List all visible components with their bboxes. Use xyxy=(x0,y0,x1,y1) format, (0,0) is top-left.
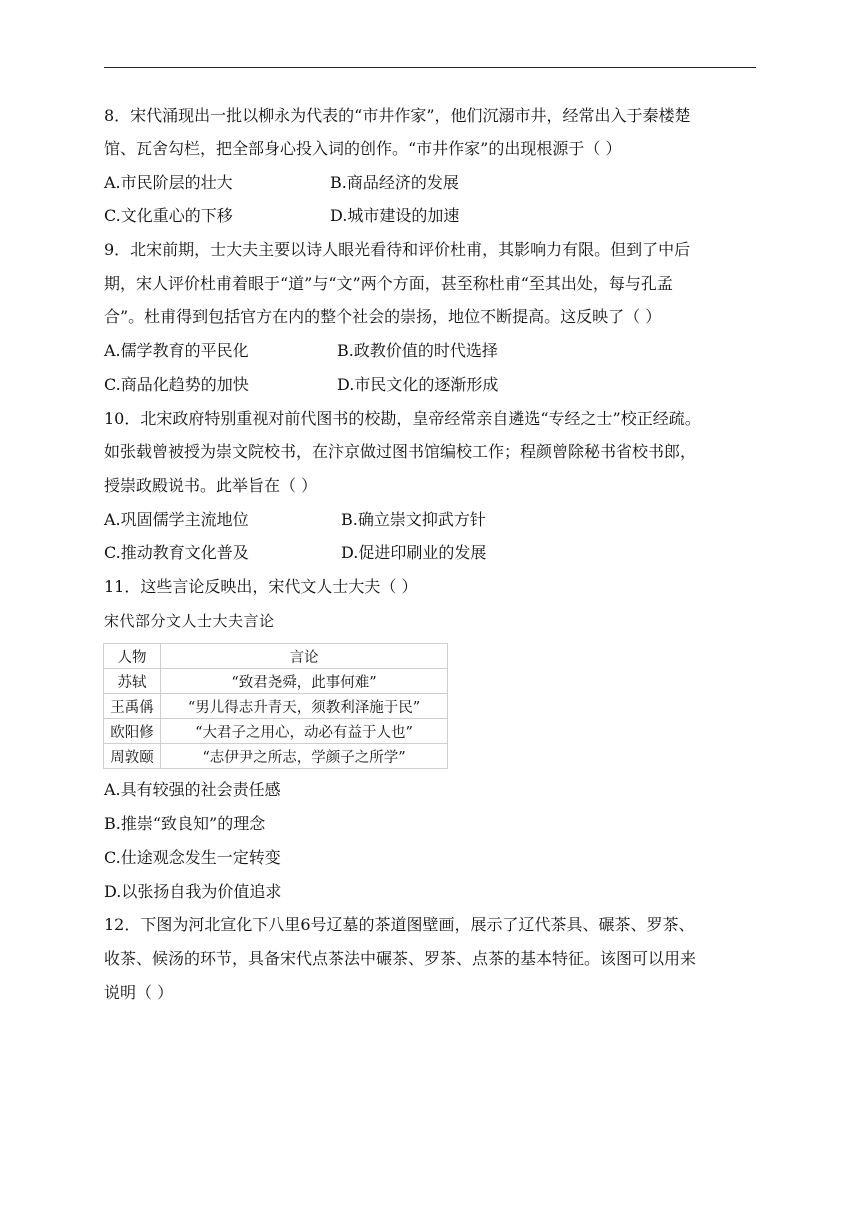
q9-option-c[interactable]: C.商品化趋势的加快 xyxy=(104,375,249,394)
q11-option-a[interactable]: A.具有较强的社会责任感 xyxy=(104,780,281,799)
q8-option-d[interactable]: D.城市建设的加速 xyxy=(330,206,460,225)
table-header-quote: 言论 xyxy=(161,644,448,669)
header-rule xyxy=(104,67,756,68)
q10-option-a[interactable]: A.巩固儒学主流地位 xyxy=(104,510,249,529)
q8-option-c[interactable]: C.文化重心的下移 xyxy=(104,206,233,225)
table-row xyxy=(104,744,448,769)
q9-stem-line-1: 9．北宋前期，士大夫主要以诗人眼光看待和评价杜甫，其影响力有限。但到了中后 xyxy=(104,240,691,259)
quotes-table xyxy=(103,643,448,769)
q9-option-a[interactable]: A.儒学教育的平民化 xyxy=(104,341,249,360)
q10-stem-line-3: 授崇政殿说书。此举旨在（ ） xyxy=(104,476,318,495)
table-cell-person: 周敦颐 xyxy=(104,744,161,769)
q8-option-a[interactable]: A.市民阶层的壮大 xyxy=(104,173,233,192)
q9-stem-line-2: 期，宋人评价杜甫着眼于“道”与“文”两个方面，甚至称杜甫“至其出处，每与孔孟 xyxy=(104,274,673,293)
q10-option-b[interactable]: B.确立崇文抑武方针 xyxy=(341,510,486,529)
q8-stem-line-1: 8．宋代涌现出一批以柳永为代表的“市井作家”，他们沉溺市井，经常出入于秦楼楚 xyxy=(104,106,691,125)
table-cell-person: 欧阳修 xyxy=(104,719,161,744)
q12-stem-line-1: 12．下图为河北宣化下八里6号辽墓的茶道图壁画，展示了辽代茶具、碾茶、罗茶、 xyxy=(104,915,695,934)
q10-stem-line-1: 10．北宋政府特别重视对前代图书的校勘，皇帝经常亲自遴选“专经之士”校正经疏。 xyxy=(104,409,701,428)
table-cell-person: 王禹偁 xyxy=(104,694,161,719)
q10-stem-line-2: 如张载曾被授为崇文院校书，在汴京做过图书馆编校工作；程颜曾除秘书省校书郎， xyxy=(104,442,697,461)
table-cell-quote: “致君尧舜，此事何难” xyxy=(161,669,448,694)
q8-option-b[interactable]: B.商品经济的发展 xyxy=(330,173,459,192)
table-header-person: 人物 xyxy=(104,644,161,669)
q11-option-b[interactable]: B.推崇“致良知”的理念 xyxy=(104,814,266,833)
q12-stem-line-3: 说明（ ） xyxy=(104,983,174,1002)
q8-stem-line-2: 馆、瓦舍勾栏，把全部身心投入词的创作。“市井作家”的出现根源于（ ） xyxy=(104,139,622,158)
table-row xyxy=(104,719,448,744)
table-cell-quote: “男儿得志升青天，须教利泽施于民” xyxy=(161,694,448,719)
q11-option-c[interactable]: C.仕途观念发生一定转变 xyxy=(104,848,281,867)
q10-option-c[interactable]: C.推动教育文化普及 xyxy=(104,543,249,562)
table-cell-person: 苏轼 xyxy=(104,669,161,694)
q11-stem: 11．这些言论反映出，宋代文人士大夫（ ） xyxy=(104,577,418,596)
q9-option-b[interactable]: B.政教价值的时代选择 xyxy=(337,341,498,360)
table-caption: 宋代部分文人士大夫言论 xyxy=(104,612,275,630)
q9-option-d[interactable]: D.市民文化的逐渐形成 xyxy=(337,375,499,394)
table-header-row xyxy=(104,644,448,669)
table-cell-quote: “大君子之用心，动必有益于人也” xyxy=(161,719,448,744)
table-row xyxy=(104,669,448,694)
table-cell-quote: “志伊尹之所志，学颜子之所学” xyxy=(161,744,448,769)
q11-option-d[interactable]: D.以张扬自我为价值追求 xyxy=(104,882,282,901)
q9-stem-line-3: 合”。杜甫得到包括官方在内的整个社会的崇扬，地位不断提高。这反映了（ ） xyxy=(104,307,662,326)
q10-option-d[interactable]: D.促进印刷业的发展 xyxy=(341,543,487,562)
q12-stem-line-2: 收茶、候汤的环节，具备宋代点茶法中碾茶、罗茶、点茶的基本特征。该图可以用来 xyxy=(104,949,697,968)
table-row xyxy=(104,694,448,719)
